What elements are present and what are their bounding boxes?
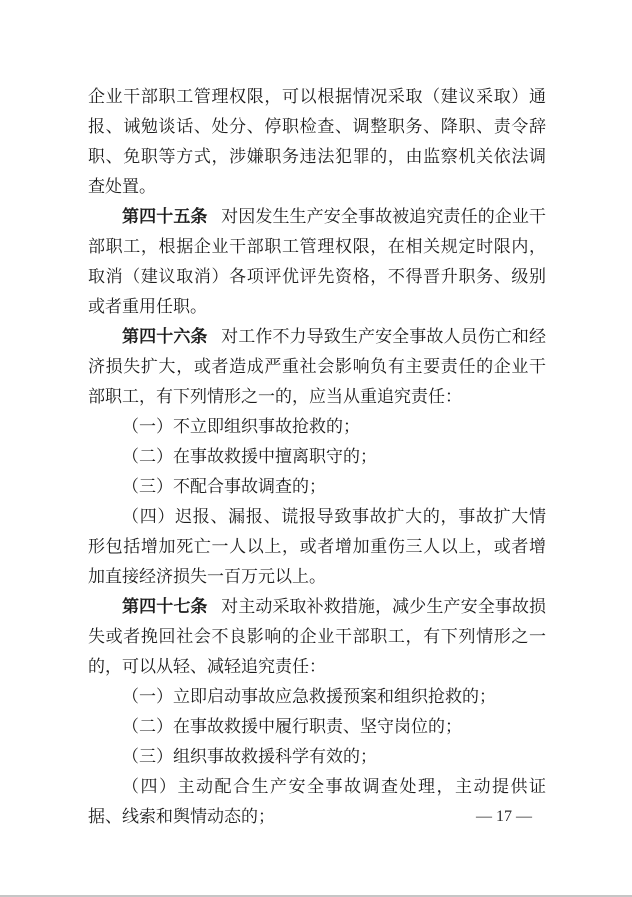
article-47-item-4: （四）主动配合生产安全事故调查处理，主动提供证据、线索和舆情动态的；	[88, 777, 546, 826]
article-46-paragraph	[88, 322, 546, 412]
article-47-item-3: （三）组织事故救援科学有效的；	[122, 747, 377, 766]
article-46-item-3: （三）不配合事故调查的；	[122, 477, 326, 496]
article-46-item-2: （二）在事故救援中擅离职守的；	[122, 447, 377, 466]
document-body	[88, 82, 546, 832]
article-47-number: 第四十七条	[122, 597, 208, 616]
page-footer	[0, 802, 632, 832]
article-46-item-4: （四）迟报、漏报、谎报导致事故扩大的，事故扩大情形包括增加死亡一人以上，或者增加重伤三人以上，或者增加直接经济损失一百万元以上。	[88, 507, 546, 586]
article-45-number: 第四十五条	[122, 207, 208, 226]
article-45-paragraph	[88, 202, 546, 322]
article-46-number: 第四十六条	[122, 327, 208, 346]
paragraph-continuation: 企业干部职工管理权限，可以根据情况采取（建议采取）通报、诫勉谈话、处分、停职检查、调整职务、降职、责令辞职、免职等方式，涉嫌职务违法犯罪的，由监察机关依法调查处置。	[88, 87, 546, 196]
article-45-text: 对因发生生产安全事故被追究责任的企业干部职工，根据企业干部职工管理权限，在相关规定时限内，取消（建议取消）各项评优评先资格，不得晋升职务、级别或者重用任职。	[88, 207, 547, 316]
article-46-text: 对工作不力导致生产安全事故人员伤亡和经济损失扩大，或者造成严重社会影响负有主要责任的企业干部职工，有下列情形之一的，应当从重追究责任：	[88, 327, 547, 406]
article-47-paragraph	[88, 592, 546, 682]
article-46-item-1: （一）不立即组织事故抢救的；	[122, 417, 360, 436]
article-47-item-1: （一）立即启动事故应急救援预案和组织抢救的；	[122, 687, 496, 706]
article-47-item-2: （二）在事故救援中履行职责、坚守岗位的；	[122, 717, 462, 736]
page-number: — 17 —	[476, 808, 532, 825]
article-47-text: 对主动采取补救措施，减少生产安全事故损失或者挽回社会不良影响的企业干部职工，有下列情形之一的，可以从轻、减轻追究责任：	[88, 597, 547, 676]
